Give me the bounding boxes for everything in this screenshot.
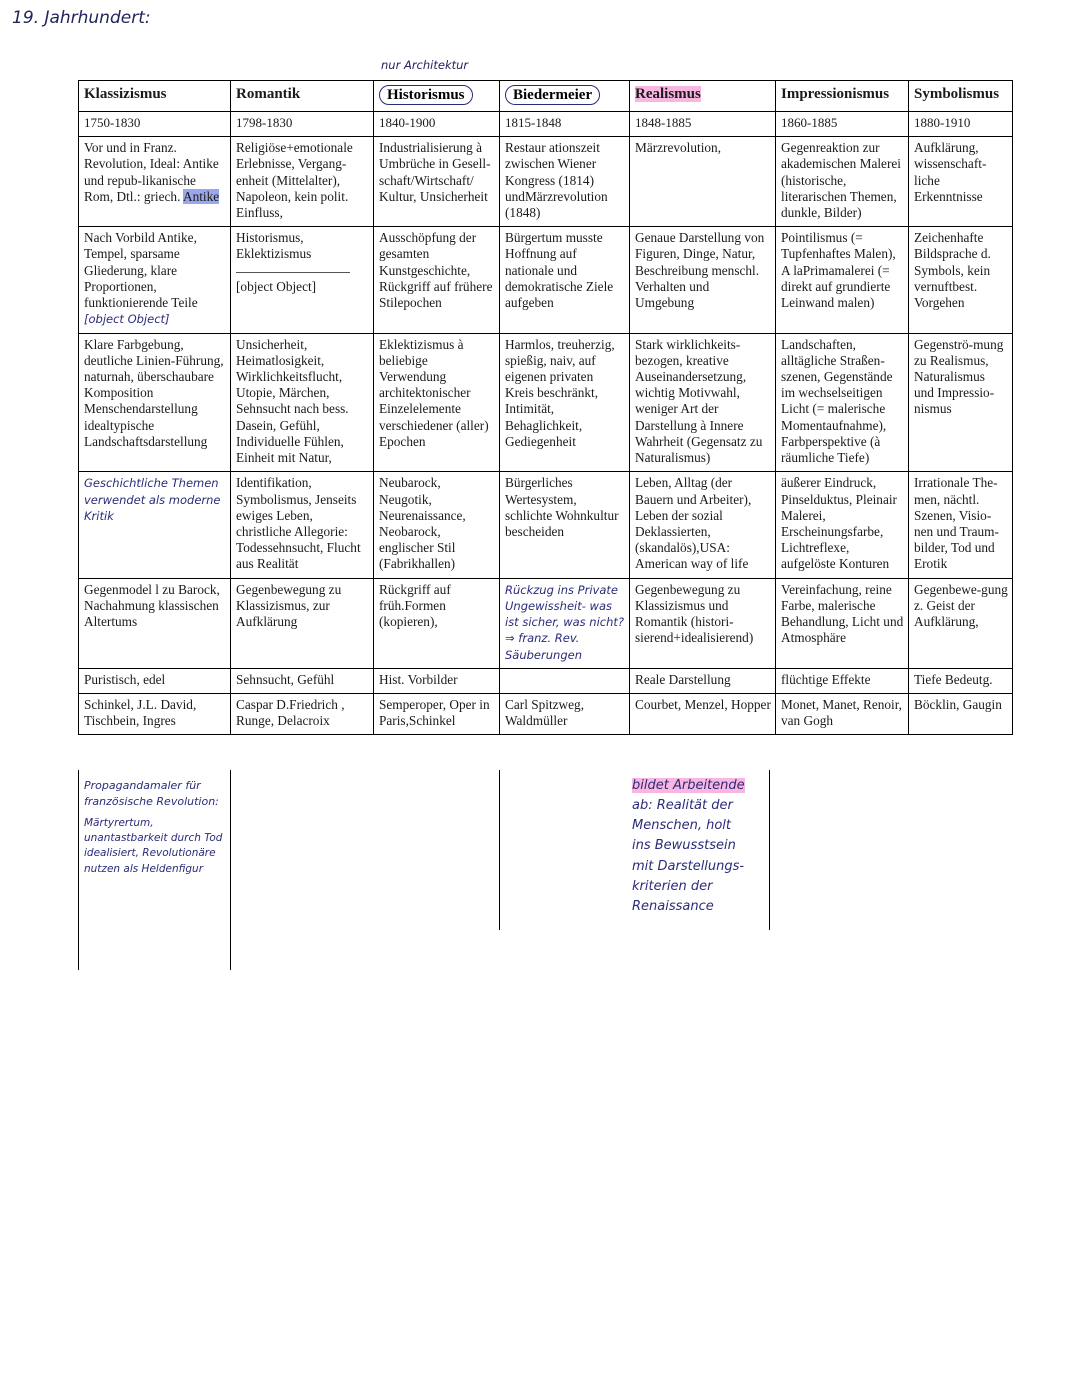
header-label: Impressionismus — [781, 86, 890, 102]
note-line: mit Darstellungs- — [632, 858, 745, 874]
table-row — [79, 472, 1013, 578]
cell-text-secondary: [object Object] — [236, 278, 317, 294]
cell-merkmale2-klassizismus: Klare Farbgebung, deutliche Linien-Führung, naturnah, überschaubare Komposition Menschendarstellung idealtypische Landschaftsdarstellung — [79, 333, 231, 472]
cell-kuenstler-symbolismus: Böcklin, Gaugin — [909, 693, 1013, 734]
handwritten-note-klassizismus — [84, 778, 234, 877]
table-row — [79, 137, 1013, 227]
table-row — [79, 578, 1013, 668]
note-line — [632, 776, 782, 796]
cell-themen-impressionismus: äußerer Eindruck, Pinselduktus, Pleinair Malerei, Erscheinungsfarbe, Lichtreflexe, aufgelöste Konturen — [776, 472, 909, 578]
annotation-architecture: nur Architektur — [381, 58, 469, 72]
table-row — [79, 668, 1013, 693]
cell-themen-historismus: Neubarock, Neugotik, Neurenaissance, Neobarock, englischer Stil (Fabrikhallen) — [374, 472, 500, 578]
note-line: Propagandamaler für — [84, 779, 201, 792]
cell-abgrenzung-historismus: Rückgriff auf früh.Formen (kopieren), — [374, 578, 500, 668]
cell-kuenstler-romantik: Caspar D.Friedrich , Runge, Delacroix — [231, 693, 374, 734]
cell-themen-romantik: Identifikation, Symbolismus, Jenseits ewiges Leben, christliche Allegorie: Todessehnsucht, Flucht aus Realität — [231, 472, 374, 578]
cell-abgrenzung-realismus: Gegenbewegung zu Klassizismus und Romantik (histori-sierend+idealisierend) — [630, 578, 776, 668]
cell-kern-biedermeier — [500, 668, 630, 693]
header-label: Romantik — [236, 86, 301, 102]
cell-kern-romantik: Sehnsucht, Gefühl — [231, 668, 374, 693]
cell-merkmale1-romantik — [231, 227, 374, 333]
cell-kuenstler-klassizismus: Schinkel, J.L. David, Tischbein, Ingres — [79, 693, 231, 734]
cell-merkmale2-impressionismus: Landschaften, alltägliche Straßen-szenen, Gegenstände im wechselseitigen Licht (= malerische Momentaufnahme), Farbperspektive (à räumliche Tiefe) — [776, 333, 909, 472]
note-line: unantastbarkeit durch Tod — [84, 832, 223, 845]
column-header-realismus — [630, 81, 776, 112]
note-line: Märtyrertum, — [84, 816, 154, 829]
divider-line — [236, 271, 350, 273]
note-line: kriterien der — [632, 878, 713, 894]
cell-date-realismus: 1848-1885 — [630, 112, 776, 137]
cell-date-impressionismus: 1860-1885 — [776, 112, 909, 137]
cell-date-biedermeier: 1815-1848 — [500, 112, 630, 137]
cell-kontext-romantik: Religiöse+emotionale Erlebnisse, Vergang-enheit (Mittelalter), Napoleon, kein polit. Einfluss, — [231, 137, 374, 227]
cell-abgrenzung-klassizismus: Gegenmodel l zu Barock, Nachahmung klassischen Altertums — [79, 578, 231, 668]
cell-date-klassizismus: 1750-1830 — [79, 112, 231, 137]
art-epochs-table — [78, 80, 1013, 735]
cell-kontext-realismus: Märzrevolution, — [630, 137, 776, 227]
table-row-dates — [79, 112, 1013, 137]
cell-abgrenzung-biedermeier — [500, 578, 630, 668]
cell-merkmale2-biedermeier: Harmlos, treuherzig, spießig, naiv, auf eigenen privaten Kreis beschränkt, Intimität, Behaglichkeit, Gediegenheit — [500, 333, 630, 472]
cell-text: Historismus, Eklektizismus — [236, 230, 312, 262]
handwritten-addition: [object Object] — [84, 312, 170, 327]
table-continuation-line — [499, 770, 500, 930]
handwritten-note-realismus — [632, 776, 782, 917]
cell-kontext-historismus: Industrialisierung à Umbrüche in Gesell-schaft/Wirtschaft/ Kultur, Unsicherheit — [374, 137, 500, 227]
cell-kontext-klassizismus: Vor und in Franz. Revolution, Ideal: Antike und repub-likanische Rom, Dtl.: griech. Antike — [79, 137, 231, 227]
header-label: Symbolismus — [914, 86, 1000, 102]
page-title-handwritten: 19. Jahrhundert: — [12, 8, 151, 28]
header-label: Realismus — [635, 86, 701, 102]
cell-themen-symbolismus: Irrationale The-men, nächtl. Szenen, Visio-nen und Traum-bilder, Tod und Erotik — [909, 472, 1013, 578]
cell-date-romantik: 1798-1830 — [231, 112, 374, 137]
table-row — [79, 227, 1013, 333]
cell-abgrenzung-symbolismus: Gegenbewe-gung z. Geist der Aufklärung, — [909, 578, 1013, 668]
note-line: idealisiert, Revolutionäre — [84, 847, 216, 860]
cell-kuenstler-biedermeier: Carl Spitzweg, Waldmüller — [500, 693, 630, 734]
cell-themen-realismus: Leben, Alltag (der Bauern und Arbeiter), Leben der sozial Deklassierten, (skandalös),USA: American way of life — [630, 472, 776, 578]
highlight-antike: Antike — [182, 188, 220, 204]
cell-merkmale2-symbolismus: Gegenströ-mung zu Realismus, Naturalismus und Impressio-nismus — [909, 333, 1013, 472]
column-header-impressionismus — [776, 81, 909, 112]
cell-merkmale1-klassizismus — [79, 227, 231, 333]
handwritten-note: Rückzug ins Private Ungewissheit- was ist sicher, was nicht? ⇒ franz. Rev. Säuberungen — [505, 582, 625, 662]
note-line-highlight: bildet Arbeitende — [632, 778, 745, 793]
cell-merkmale1-symbolismus: Zeichenhafte Bildsprache d. Symbols, kein vernuftbest. Vorgehen — [909, 227, 1013, 333]
cell-merkmale1-impressionismus: Pointilismus (= Tupfenhaftes Malen), A laPrimamalerei (= direkt auf grundierte Leinwand malen) — [776, 227, 909, 333]
cell-themen-biedermeier: Bürgerliches Wertesystem, schlichte Wohnkultur bescheiden — [500, 472, 630, 578]
handwritten-note: Geschichtliche Themen verwendet als moderne Kritik — [84, 476, 221, 523]
cell-date-historismus: 1840-1900 — [374, 112, 500, 137]
cell-merkmale1-historismus: Ausschöpfung der gesamten Kunstgeschichte, Rückgriff auf frühere Stilepochen — [374, 227, 500, 333]
column-header-biedermeier — [500, 81, 630, 112]
cell-abgrenzung-impressionismus: Vereinfachung, reine Farbe, malerische Behandlung, Licht und Atmosphäre — [776, 578, 909, 668]
cell-kontext-symbolismus: Aufklärung, wissenschaft-liche Erkenntnisse — [909, 137, 1013, 227]
cell-kuenstler-realismus: Courbet, Menzel, Hopper — [630, 693, 776, 734]
column-header-romantik — [231, 81, 374, 112]
cell-kern-impressionismus: flüchtige Effekte — [776, 668, 909, 693]
cell-text: Nach Vorbild Antike, Tempel, sparsame Gliederung, klare Proportionen, funktionierende Teile — [84, 230, 198, 311]
cell-kern-klassizismus: Puristisch, edel — [79, 668, 231, 693]
note-line: Renaissance — [632, 898, 714, 914]
header-label: Historismus — [379, 85, 473, 105]
table-continuation-line — [78, 770, 79, 970]
cell-kontext-biedermeier: Restaur ationszeit zwischen Wiener Kongress (1814) undMärzrevolution (1848) — [500, 137, 630, 227]
cell-kontext-impressionismus: Gegenreaktion zur akademischen Malerei (historische, literarischen Themen, dunkle, Bilder) — [776, 137, 909, 227]
note-line: nutzen als Heldenfigur — [84, 862, 204, 875]
cell-merkmale2-romantik: Unsicherheit, Heimatlosigkeit, Wirklichkeitsflucht, Utopie, Märchen, Sehnsucht nach bess. Dasein, Gefühl, Individuelle Fühlen, Einheit mit Natur, — [231, 333, 374, 472]
cell-kern-symbolismus: Tiefe Bedeutg. — [909, 668, 1013, 693]
table-row — [79, 333, 1013, 472]
cell-merkmale2-historismus: Eklektizismus à beliebige Verwendung architektonischer Einzelelemente verschiedener (aller) Epochen — [374, 333, 500, 472]
cell-themen-klassizismus — [79, 472, 231, 578]
column-header-historismus — [374, 81, 500, 112]
cell-merkmale1-biedermeier: Bürgertum musste Hoffnung auf nationale und demokratische Ziele aufgeben — [500, 227, 630, 333]
cell-merkmale2-realismus: Stark wirklichkeits-bezogen, kreative Auseinandersetzung, wichtig Motivwahl, weniger Art der Darstellung à Innere Wahrheit (Gegensatz zu Naturalismus) — [630, 333, 776, 472]
table-row — [79, 693, 1013, 734]
note-line: ab: Realität der — [632, 798, 733, 814]
note-line: ins Bewusstsein — [632, 838, 736, 854]
header-label: Klassizismus — [84, 86, 167, 102]
cell-date-symbolismus: 1880-1910 — [909, 112, 1013, 137]
cell-merkmale1-realismus: Genaue Darstellung von Figuren, Dinge, Natur, Beschreibung menschl. Verhalten und Umgebung — [630, 227, 776, 333]
column-header-klassizismus — [79, 81, 231, 112]
note-line: Menschen, holt — [632, 818, 732, 834]
cell-kern-historismus: Hist. Vorbilder — [374, 668, 500, 693]
column-header-symbolismus — [909, 81, 1013, 112]
cell-kuenstler-historismus: Semperoper, Oper in Paris,Schinkel — [374, 693, 500, 734]
cell-kern-realismus: Reale Darstellung — [630, 668, 776, 693]
note-line: französische Revolution: — [84, 794, 219, 808]
header-label: Biedermeier — [505, 85, 600, 105]
table-header-row — [79, 81, 1013, 112]
cell-kuenstler-impressionismus: Monet, Manet, Renoir, van Gogh — [776, 693, 909, 734]
cell-abgrenzung-romantik: Gegenbewegung zu Klassizismus, zur Aufklärung — [231, 578, 374, 668]
